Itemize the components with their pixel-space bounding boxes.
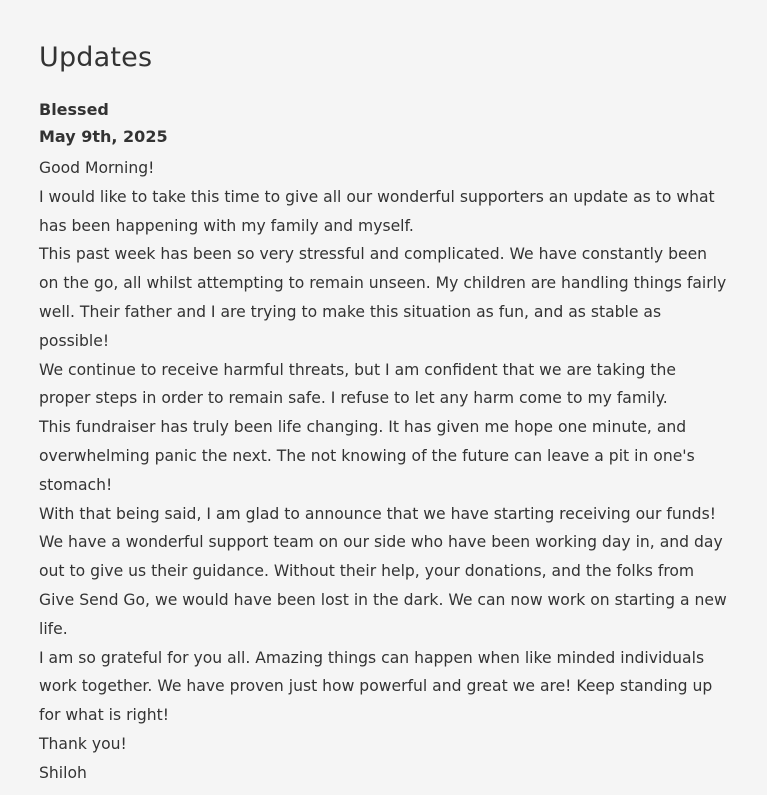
update-paragraph: This fundraiser has truly been life changing. It has given me hope one minute, and overwhelming panic the next. The not knowing of the future can leave a pit in one's stomach! (39, 418, 695, 494)
update-paragraph: Good Morning! (39, 159, 155, 177)
update-paragraph: We continue to receive harmful threats, but I am confident that we are taking the proper steps in order to remain safe. I refuse to let any harm come to my family. (39, 360, 677, 408)
update-body (39, 154, 728, 788)
update-paragraph: I am so grateful for you all. Amazing things can happen when like minded individuals work together. We have proven just how powerful and great we are! Keep standing up for what is right! (39, 648, 713, 725)
update-paragraph: With that being said, I am glad to announce that we have starting receiving our funds! We have a wonderful support team on our side who have been working day in, and day out to give us their guidance. Without their help, your donations, and the folks from Give Send Go, we would have been lost in the dark. We can now work on starting a new life. (39, 504, 727, 638)
update-paragraph: This past week has been so very stressful and complicated. We have constantly been on the go, all whilst attempting to remain unseen. My children are handling things fairly well. Their father and I are trying to make this situation as fun, and as stable as possible! (39, 245, 727, 350)
updates-heading: Updates (39, 42, 153, 73)
update-paragraph: Thank you! (39, 734, 127, 753)
update-signature: Shiloh (39, 763, 87, 782)
update-paragraph: I would like to take this time to give all our wonderful supporters an update as to what has been happening with my family and myself. (39, 187, 715, 235)
update-title: Blessed (39, 100, 109, 119)
update-date: May 9th, 2025 (39, 127, 168, 146)
